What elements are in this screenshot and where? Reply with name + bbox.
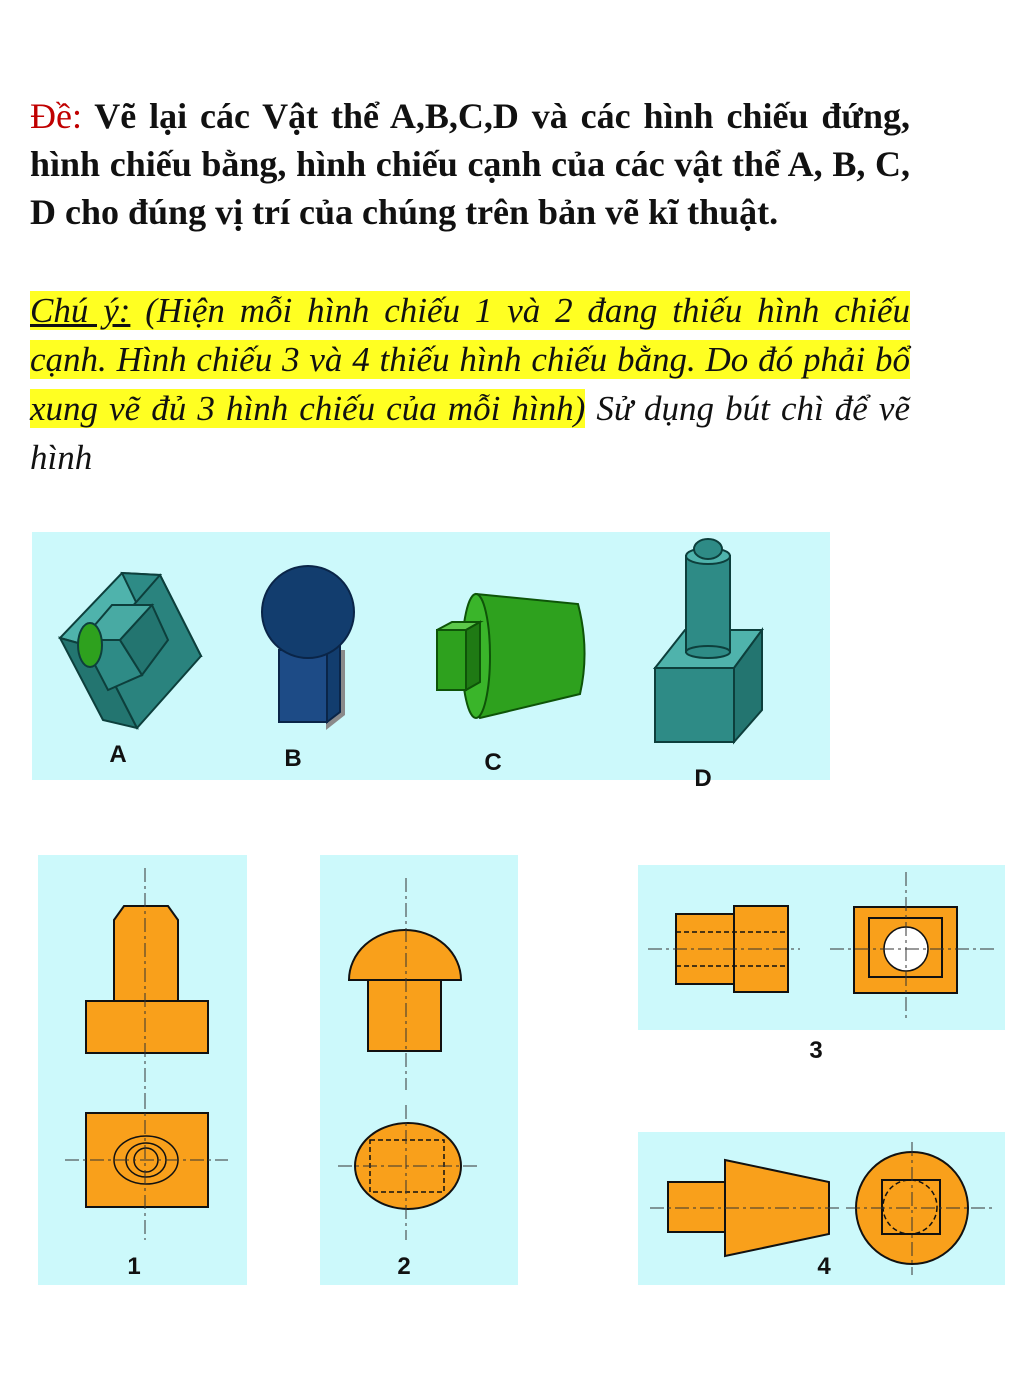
projection-3-label: 3 [809, 1037, 823, 1064]
object-b-label: B [284, 745, 302, 772]
projection-2-label: 2 [397, 1253, 411, 1280]
projection-1-label: 1 [127, 1253, 141, 1280]
projection-4-label: 4 [817, 1253, 831, 1280]
note-lead: Chú ý: [30, 291, 131, 330]
object-d-label: D [694, 765, 712, 792]
note-highlighted: (Hiện mỗi hình chiếu 1 và 2 đang thiếu hình chiếu cạnh. Hình chiếu 3 và 4 thiếu hình chiếu bằng. Do đó phải bổ xung vẽ đủ 3 hình chiếu của mỗi hình) [30, 291, 910, 428]
object-a-label: A [109, 741, 127, 768]
task-text: Vẽ lại các Vật thể A,B,C,D và các hình chiếu đứng, hình chiếu bằng, hình chiếu cạnh của các vật thể A, B, C, D cho đúng vị trí của chúng trên bản vẽ kĩ thuật. [30, 96, 910, 232]
object-c-label: C [484, 749, 502, 776]
task-lead: Đề: [30, 96, 82, 136]
note-rest: Sử dụng bút chì để vẽ hình [30, 389, 910, 477]
projection-2-panel [320, 855, 518, 1285]
